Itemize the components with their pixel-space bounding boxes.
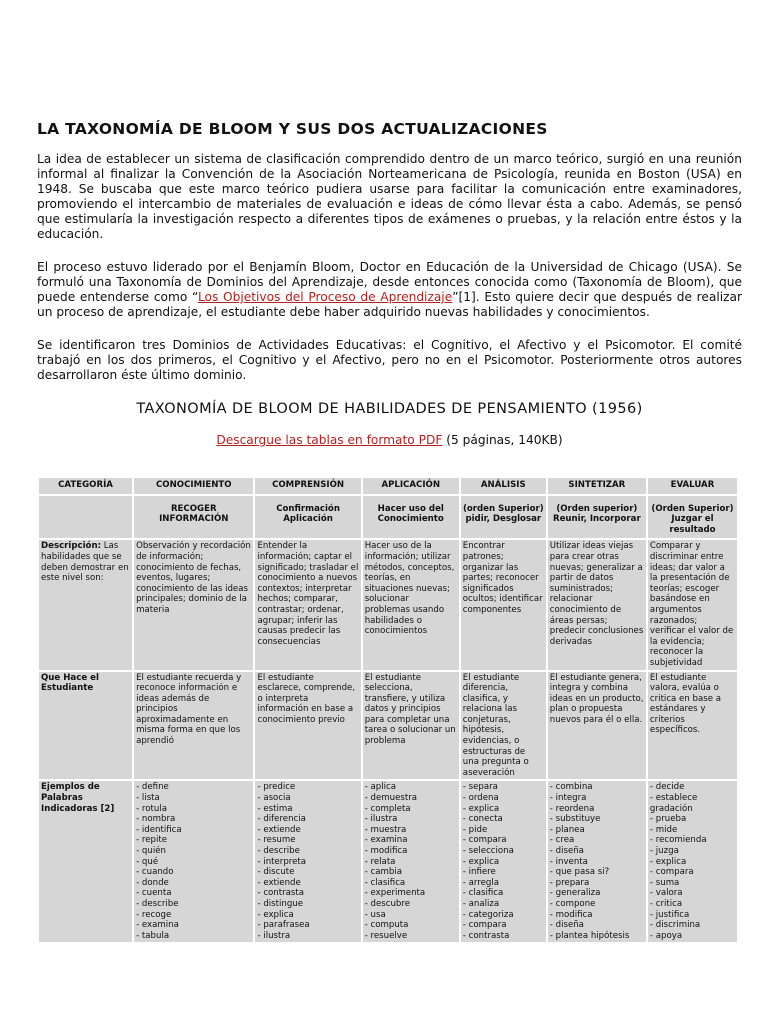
page-title: LA TAXONOMÍA DE BLOOM Y SUS DOS ACTUALIZACIONES bbox=[37, 120, 548, 138]
table-title: TAXONOMÍA DE BLOOM DE HABILIDADES DE PENSAMIENTO (1956) bbox=[136, 401, 643, 417]
indicator-word: - integra bbox=[550, 793, 644, 804]
word-list bbox=[136, 782, 251, 941]
indicator-word: - prueba bbox=[650, 814, 735, 825]
indicator-word: - categoriza bbox=[463, 910, 544, 921]
student-cell: El estudiante esclarece, comprende, o interpreta información en base a conocimiento previo bbox=[255, 672, 360, 780]
indicator-word: - compara bbox=[463, 835, 544, 846]
indicator-word: - compara bbox=[650, 867, 735, 878]
subheader-cell: RECOGER INFORMACIÓN bbox=[134, 496, 253, 539]
indicator-word: - diferencia bbox=[257, 814, 358, 825]
indicator-word: - plantea hipótesis bbox=[550, 931, 644, 942]
indicator-word: - quién bbox=[136, 846, 251, 857]
indicator-word: - parafrasea bbox=[257, 920, 358, 931]
indicator-word: - inventa bbox=[550, 857, 644, 868]
indicator-word: - donde bbox=[136, 878, 251, 889]
indicator-word: - reordena bbox=[550, 804, 644, 815]
subheader-cell: (Orden superior) Reunir, Incorporar bbox=[548, 496, 646, 539]
indicator-word: - discute bbox=[257, 867, 358, 878]
description-label-rest: Las habilidades que se deben demostrar en este nivel son: bbox=[41, 541, 129, 584]
indicator-word: - modifica bbox=[365, 846, 457, 857]
header-cell: CONOCIMIENTO bbox=[134, 478, 253, 494]
indicator-word: - combina bbox=[550, 782, 644, 793]
indicator-word: - selecciona bbox=[463, 846, 544, 857]
indicator-word: - explica bbox=[650, 857, 735, 868]
indicator-word: - qué bbox=[136, 857, 251, 868]
indicator-word: - arregla bbox=[463, 878, 544, 889]
row-header-student: Que Hace el Estudiante bbox=[39, 672, 132, 780]
indicator-word: - ilustra bbox=[257, 931, 358, 942]
indicator-word: - explica bbox=[463, 804, 544, 815]
indicator-word: - interpreta bbox=[257, 857, 358, 868]
indicator-word: - planea bbox=[550, 825, 644, 836]
indicator-word: - contrasta bbox=[463, 931, 544, 942]
bloom-paragraph-start: El proceso estuvo liderado por el Benjamín Bloom, Doctor en Educación de la Universidad de Chicago (USA). Se formuló una Taxonomía de Dominios del Aprendizaje, desde entonces conocida como (Taxonomía de Bloom), que puede entenderse como “ bbox=[37, 260, 742, 304]
header-cell: CATEGORÍA bbox=[39, 478, 132, 494]
description-label: Descripción: bbox=[41, 541, 102, 552]
indicator-word: - cuando bbox=[136, 867, 251, 878]
indicator-word: - critica bbox=[650, 899, 735, 910]
indicator-word: - predice bbox=[257, 782, 358, 793]
indicator-word: - demuestra bbox=[365, 793, 457, 804]
indicator-word: - diseña bbox=[550, 920, 644, 931]
indicator-word: - aplica bbox=[365, 782, 457, 793]
indicator-word: - separa bbox=[463, 782, 544, 793]
indicator-word: - clasifica bbox=[365, 878, 457, 889]
indicator-word: - apoya bbox=[650, 931, 735, 942]
indicator-word: - recoge bbox=[136, 910, 251, 921]
description-cell: Entender la información; captar el significado; trasladar el conocimiento a nuevos contextos; interpretar hechos; comparar, contrastar; ordenar, agrupar; inferir las causas predecir las consecuencias bbox=[255, 540, 360, 669]
word-list bbox=[463, 782, 544, 941]
indicator-word: - descubre bbox=[365, 899, 457, 910]
indicator-word: - pide bbox=[463, 825, 544, 836]
subheader-row bbox=[39, 496, 737, 539]
indicator-word: - cambia bbox=[365, 867, 457, 878]
student-row bbox=[39, 672, 737, 780]
indicator-word: - computa bbox=[365, 920, 457, 931]
download-line bbox=[37, 433, 742, 447]
bloom-paragraph bbox=[37, 260, 742, 320]
indicator-word: - justifica bbox=[650, 910, 735, 921]
words-cell bbox=[648, 781, 737, 942]
indicator-word: - nombra bbox=[136, 814, 251, 825]
words-cell bbox=[461, 781, 546, 942]
domains-paragraph: Se identificaron tres Dominios de Actividades Educativas: el Cognitivo, el Afectivo y el Psicomotor. El comité trabajó en los dos primeros, el Cognitivo y el Afectivo, pero no en el Psicomotor. Posteriormente otros autores desarrollaron éste último dominio. bbox=[37, 338, 742, 382]
indicator-word: - infiere bbox=[463, 867, 544, 878]
indicator-word: - describe bbox=[136, 899, 251, 910]
words-cell bbox=[134, 781, 253, 942]
header-row bbox=[39, 478, 737, 494]
document-body bbox=[37, 120, 742, 467]
indicator-word: - prepara bbox=[550, 878, 644, 889]
indicator-word: - decide bbox=[650, 782, 735, 793]
indicator-word: - examina bbox=[365, 835, 457, 846]
header-cell: EVALUAR bbox=[648, 478, 737, 494]
student-cell: El estudiante diferencia, clasifica, y relaciona las conjeturas, hipótesis, evidencias, o estructuras de una pregunta o aseveración bbox=[461, 672, 546, 780]
header-cell: APLICACIÓN bbox=[363, 478, 459, 494]
intro-paragraph: La idea de establecer un sistema de clasificación comprendido dentro de un marco teórico, surgió en una reunión informal al finalizar la Convención de la Asociación Norteamericana de Psicología, reunida en Boston (USA) en 1948. Se buscaba que este marco teórico pudiera usarse para facilitar la comunicación entre examinadores, promoviendo el intercambio de materiales de evaluación e ideas de cómo llevar ésta a cabo. Además, se pensó que estimularía la investigación respecto a diferentes tipos de exámenes o pruebas, y la relación entre éstos y la educación. bbox=[37, 152, 742, 241]
indicator-word: - lista bbox=[136, 793, 251, 804]
description-cell: Hacer uso de la información; utilizar métodos, conceptos, teorías, en situaciones nuevas; solucionar problemas usando habilidades o conocimientos bbox=[363, 540, 459, 669]
indicator-word: - modifica bbox=[550, 910, 644, 921]
indicator-word: - estima bbox=[257, 804, 358, 815]
indicator-word: - crea bbox=[550, 835, 644, 846]
indicator-word: - substituye bbox=[550, 814, 644, 825]
indicator-word: - rotula bbox=[136, 804, 251, 815]
indicator-word: - ordena bbox=[463, 793, 544, 804]
indicator-word: - juzga bbox=[650, 846, 735, 857]
description-cell: Observación y recordación de información; conocimiento de fechas, eventos, lugares; conocimiento de las ideas principales; dominio de la materia bbox=[134, 540, 253, 669]
words-cell bbox=[548, 781, 646, 942]
description-cell: Comparar y discriminar entre ideas; dar valor a la presentación de teorías; escoger basándose en argumentos razonados; verificar el valor de la evidencia; reconocer la subjetividad bbox=[648, 540, 737, 669]
header-cell: COMPRENSIÓN bbox=[255, 478, 360, 494]
indicator-word: - identifica bbox=[136, 825, 251, 836]
indicator-word: - relata bbox=[365, 857, 457, 868]
row-header-words: Ejemplos de Palabras Indicadoras [2] bbox=[39, 781, 132, 942]
word-list bbox=[365, 782, 457, 941]
indicator-word: - experimenta bbox=[365, 888, 457, 899]
word-list bbox=[550, 782, 644, 941]
indicator-word: - diseña bbox=[550, 846, 644, 857]
indicator-word: - distingue bbox=[257, 899, 358, 910]
indicator-word: - extiende bbox=[257, 878, 358, 889]
indicator-word: - suma bbox=[650, 878, 735, 889]
student-cell: El estudiante selecciona, transfiere, y utiliza datos y principios para completar una tarea o solucionar un problema bbox=[363, 672, 459, 780]
student-cell: El estudiante valora, evalúa o critica en base a estándares y criterios específicos. bbox=[648, 672, 737, 780]
indicator-word: - clasifica bbox=[463, 888, 544, 899]
indicator-word: - asocia bbox=[257, 793, 358, 804]
student-cell: El estudiante recuerda y reconoce información e ideas además de principios aproximadamente en misma forma en que los aprendió bbox=[134, 672, 253, 780]
header-cell: SINTETIZAR bbox=[548, 478, 646, 494]
indicator-word: - define bbox=[136, 782, 251, 793]
indicator-word: - compara bbox=[463, 920, 544, 931]
description-row bbox=[39, 540, 737, 669]
objectives-link[interactable]: Los Objetivos del Proceso de Aprendizaje bbox=[197, 290, 453, 304]
indicator-word: - explica bbox=[257, 910, 358, 921]
word-list bbox=[650, 782, 735, 941]
row-header-description bbox=[39, 540, 132, 669]
indicator-word: - examina bbox=[136, 920, 251, 931]
indicator-word: - mide bbox=[650, 825, 735, 836]
indicator-word: - valora bbox=[650, 888, 735, 899]
subheader-cell bbox=[39, 496, 132, 539]
subheader-cell: (Orden Superior) Juzgar el resultado bbox=[648, 496, 737, 539]
indicator-word: - repite bbox=[136, 835, 251, 846]
indicator-word: - describe bbox=[257, 846, 358, 857]
indicator-word: - recomienda bbox=[650, 835, 735, 846]
indicator-word: - conecta bbox=[463, 814, 544, 825]
bloom-paragraph-end: ”[1]. Esto quiere decir que después de realizar un proceso de aprendizaje, el estudiante debe haber adquirido nuevas habilidades y conocimientos. bbox=[37, 290, 742, 319]
header-cell: ANÁLISIS bbox=[461, 478, 546, 494]
indicator-word: - cuenta bbox=[136, 888, 251, 899]
description-cell: Utilizar ideas viejas para crear otras nuevas; generalizar a partir de datos suministrados; relacionar conocimiento de áreas persas; predecir conclusiones derivadas bbox=[548, 540, 646, 669]
student-cell: El estudiante genera, integra y combina ideas en un producto, plan o propuesta nuevos para él o ella. bbox=[548, 672, 646, 780]
indicator-word: - que pasa si? bbox=[550, 867, 644, 878]
indicator-word: - analiza bbox=[463, 899, 544, 910]
indicator-word: - establece gradación bbox=[650, 793, 735, 814]
words-cell bbox=[255, 781, 360, 942]
indicator-word: - compone bbox=[550, 899, 644, 910]
indicator-word: - resume bbox=[257, 835, 358, 846]
indicator-word: - usa bbox=[365, 910, 457, 921]
indicator-word: - muestra bbox=[365, 825, 457, 836]
indicator-word: - explica bbox=[463, 857, 544, 868]
indicator-word: - generaliza bbox=[550, 888, 644, 899]
words-cell bbox=[363, 781, 459, 942]
indicator-word: - discrimina bbox=[650, 920, 735, 931]
indicator-word: - ilustra bbox=[365, 814, 457, 825]
indicator-word: - resuelve bbox=[365, 931, 457, 942]
indicator-word: - tabula bbox=[136, 931, 251, 942]
indicator-word: - contrasta bbox=[257, 888, 358, 899]
words-row bbox=[39, 781, 737, 942]
download-size: (5 páginas, 140KB) bbox=[442, 433, 563, 447]
description-cell: Encontrar patrones; organizar las partes; reconocer significados ocultos; identificar componentes bbox=[461, 540, 546, 669]
subheader-cell: Hacer uso del Conocimiento bbox=[363, 496, 459, 539]
taxonomy-table bbox=[37, 476, 739, 944]
indicator-word: - extiende bbox=[257, 825, 358, 836]
subheader-cell: (orden Superior) pidir, Desglosar bbox=[461, 496, 546, 539]
download-pdf-link[interactable]: Descargue las tablas en formato PDF bbox=[216, 433, 443, 447]
word-list bbox=[257, 782, 358, 941]
indicator-word: - completa bbox=[365, 804, 457, 815]
subheader-cell: Confirmación Aplicación bbox=[255, 496, 360, 539]
